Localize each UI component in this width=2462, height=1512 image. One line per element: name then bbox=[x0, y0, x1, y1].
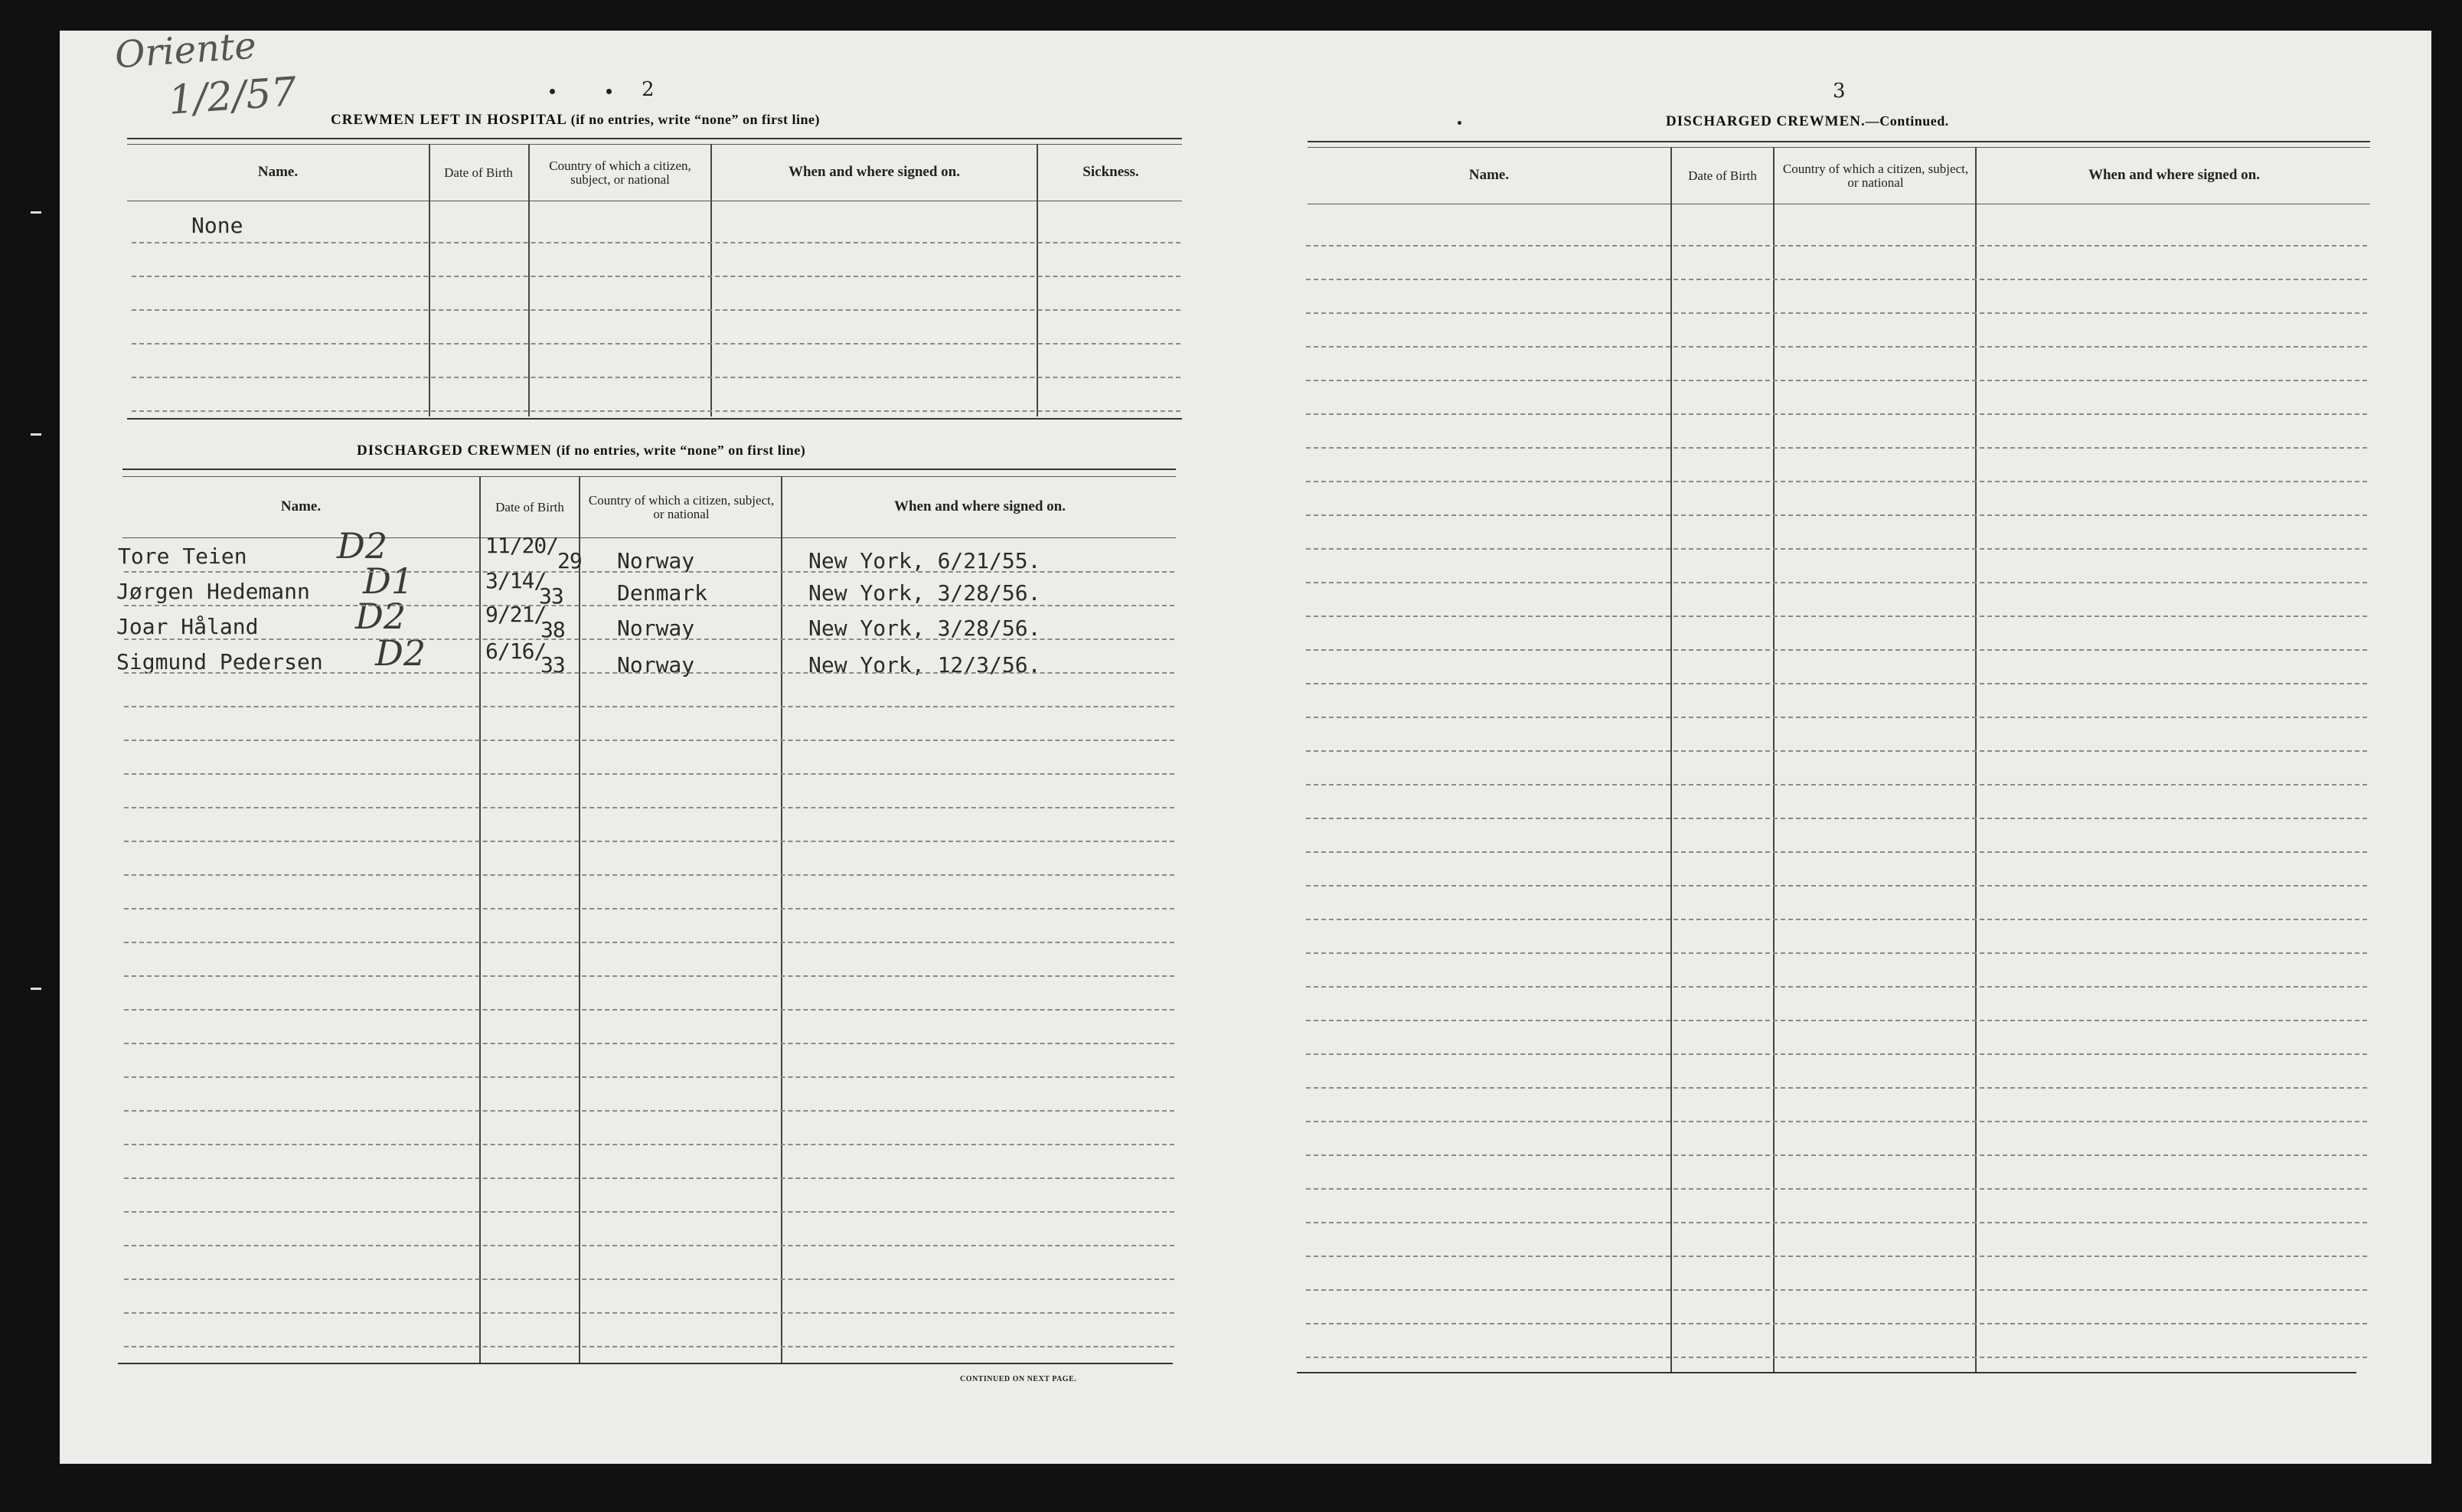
column-divider bbox=[1037, 144, 1038, 416]
entry-line bbox=[124, 1177, 1174, 1179]
entry-line bbox=[1306, 683, 2367, 684]
print-dot bbox=[1458, 121, 1461, 125]
column-header-name: Name. bbox=[1468, 167, 1510, 184]
entry-line bbox=[1306, 380, 2367, 381]
crewman-country: Norway bbox=[617, 616, 695, 641]
entry-line bbox=[1306, 1357, 2367, 1358]
discharge-mark: D2 bbox=[355, 596, 407, 637]
page-number-right: 3 bbox=[1833, 80, 1846, 103]
crewman-dob-year: 38 bbox=[540, 617, 565, 642]
rule bbox=[118, 1363, 1173, 1364]
rule bbox=[122, 537, 1176, 538]
discharge-mark: D2 bbox=[375, 632, 426, 674]
crewman-name: Sigmund Pedersen bbox=[116, 649, 323, 674]
column-header-dob: Date of Birth bbox=[444, 165, 513, 181]
column-header-signed-on: When and where signed on. bbox=[788, 164, 960, 181]
entry-line bbox=[124, 1279, 1174, 1280]
entry-line bbox=[124, 706, 1174, 707]
entry-line bbox=[1306, 717, 2367, 718]
entry-line bbox=[132, 343, 1180, 345]
rule bbox=[1308, 141, 2370, 142]
scan-mark bbox=[31, 211, 41, 214]
entry-line bbox=[132, 410, 1180, 412]
rule bbox=[1308, 147, 2370, 148]
crewman-signed-on: New York, 3/28/56. bbox=[808, 580, 1041, 606]
column-divider bbox=[710, 144, 712, 416]
entry-line bbox=[1306, 919, 2367, 920]
entry-line bbox=[1306, 818, 2367, 819]
entry-line bbox=[1306, 750, 2367, 752]
entry-line bbox=[124, 672, 1174, 674]
crewman-dob-year: 33 bbox=[539, 583, 563, 609]
crewman-dob-year: 29 bbox=[557, 548, 582, 573]
scan-mark bbox=[31, 988, 41, 990]
entry-line bbox=[1306, 1053, 2367, 1055]
entry-line bbox=[1306, 481, 2367, 482]
entry-line bbox=[132, 242, 1180, 243]
entry-line bbox=[1306, 1087, 2367, 1089]
entry-line bbox=[124, 1245, 1174, 1246]
entry-line bbox=[124, 975, 1174, 977]
continued-footer: CONTINUED ON NEXT PAGE. bbox=[960, 1375, 1077, 1383]
column-divider bbox=[781, 476, 782, 1363]
column-divider bbox=[479, 476, 481, 1363]
entry-line bbox=[1306, 885, 2367, 887]
crewman-country: Norway bbox=[617, 652, 695, 678]
hospital-first-entry: None bbox=[191, 213, 243, 238]
entry-line bbox=[1306, 1323, 2367, 1324]
crewman-dob: 9/21/ bbox=[485, 602, 547, 627]
entry-line bbox=[124, 1009, 1174, 1011]
crewman-dob: 6/16/ bbox=[485, 638, 547, 664]
rule bbox=[127, 138, 1182, 139]
entry-line bbox=[124, 638, 1174, 640]
entry-line bbox=[124, 908, 1174, 909]
entry-line bbox=[1306, 1256, 2367, 1257]
print-dot bbox=[550, 89, 555, 94]
column-header-country: Country of which a citizen, subject, or national bbox=[1782, 162, 1969, 190]
entry-line bbox=[124, 1076, 1174, 1078]
crewman-signed-on: New York, 3/28/56. bbox=[808, 616, 1041, 641]
column-header-dob: Date of Birth bbox=[495, 500, 564, 515]
handwritten-date: 1/2/57 bbox=[167, 69, 299, 124]
entry-line bbox=[124, 841, 1174, 842]
entry-line bbox=[1306, 1154, 2367, 1156]
entry-line bbox=[1306, 514, 2367, 516]
hospital-section-title: CREWMEN LEFT IN HOSPITAL (if no entries, write “none” on first line) bbox=[331, 112, 821, 128]
entry-line bbox=[124, 807, 1174, 808]
column-header-name: Name. bbox=[257, 164, 299, 181]
entry-line bbox=[132, 276, 1180, 277]
crewman-dob: 3/14/ bbox=[485, 568, 547, 593]
entry-line bbox=[1306, 1289, 2367, 1291]
entry-line bbox=[124, 773, 1174, 775]
page-number-left: 2 bbox=[642, 78, 655, 101]
rule bbox=[122, 469, 1176, 470]
discharge-mark: D1 bbox=[363, 560, 414, 602]
column-divider bbox=[528, 144, 530, 416]
rule bbox=[122, 476, 1176, 477]
entry-line bbox=[1306, 582, 2367, 583]
entry-line bbox=[1306, 548, 2367, 550]
entry-line bbox=[1306, 346, 2367, 348]
print-dot bbox=[606, 89, 612, 94]
entry-line bbox=[1306, 649, 2367, 651]
rule bbox=[127, 144, 1182, 145]
entry-line bbox=[1306, 1222, 2367, 1223]
handwritten-ship-name: Oriente bbox=[113, 24, 258, 77]
entry-line bbox=[1306, 413, 2367, 415]
column-divider bbox=[429, 144, 430, 416]
crewman-signed-on: New York, 12/3/56. bbox=[808, 652, 1041, 678]
entry-line bbox=[1306, 245, 2367, 247]
column-header-country: Country of which a citizen, subject, or national bbox=[588, 493, 775, 521]
entry-line bbox=[124, 605, 1174, 606]
column-header-signed-on: When and where signed on. bbox=[893, 498, 1066, 515]
entry-line bbox=[124, 1110, 1174, 1112]
crewman-name: Joar Håland bbox=[116, 614, 259, 639]
entry-line bbox=[1306, 447, 2367, 449]
entry-line bbox=[124, 1346, 1174, 1347]
crewman-name: Tore Teien bbox=[118, 544, 247, 569]
entry-line bbox=[132, 309, 1180, 311]
discharged-section-title: DISCHARGED CREWMEN (if no entries, write “none” on first line) bbox=[357, 442, 806, 459]
entry-line bbox=[1306, 1020, 2367, 1021]
crewman-country: Norway bbox=[617, 548, 695, 573]
column-header-dob: Date of Birth bbox=[1688, 168, 1757, 184]
entry-line bbox=[124, 1211, 1174, 1213]
entry-line bbox=[1306, 851, 2367, 853]
entry-line bbox=[124, 1144, 1174, 1145]
entry-line bbox=[1306, 986, 2367, 988]
rule bbox=[1297, 1372, 2356, 1373]
column-header-signed-on: When and where signed on. bbox=[2088, 167, 2260, 184]
discharged-continued-title: DISCHARGED CREWMEN.—Continued. bbox=[1666, 113, 1949, 129]
crewman-signed-on: New York, 6/21/55. bbox=[808, 548, 1041, 573]
crewman-country: Denmark bbox=[617, 580, 708, 606]
column-header-name: Name. bbox=[280, 498, 322, 515]
entry-line bbox=[124, 740, 1174, 741]
discharge-mark: D2 bbox=[337, 525, 388, 567]
entry-line bbox=[1306, 952, 2367, 954]
crewman-dob-year: 33 bbox=[540, 652, 565, 678]
entry-line bbox=[1306, 616, 2367, 617]
entry-line bbox=[1306, 784, 2367, 785]
rule bbox=[127, 418, 1182, 420]
entry-line bbox=[1306, 1121, 2367, 1122]
scan-mark bbox=[31, 433, 41, 436]
entry-line bbox=[124, 942, 1174, 943]
column-header-sickness: Sickness. bbox=[1082, 164, 1139, 181]
entry-line bbox=[1306, 1188, 2367, 1190]
entry-line bbox=[1306, 312, 2367, 314]
entry-line bbox=[124, 1043, 1174, 1044]
entry-line bbox=[124, 571, 1174, 573]
entry-line bbox=[132, 377, 1180, 378]
crewman-name: Jørgen Hedemann bbox=[116, 579, 310, 604]
entry-line bbox=[1306, 279, 2367, 280]
column-header-country: Country of which a citizen, subject, or national bbox=[549, 158, 691, 187]
entry-line bbox=[124, 874, 1174, 876]
crewman-dob: 11/20/ bbox=[485, 533, 559, 558]
column-divider bbox=[579, 476, 580, 1363]
entry-line bbox=[124, 1312, 1174, 1314]
